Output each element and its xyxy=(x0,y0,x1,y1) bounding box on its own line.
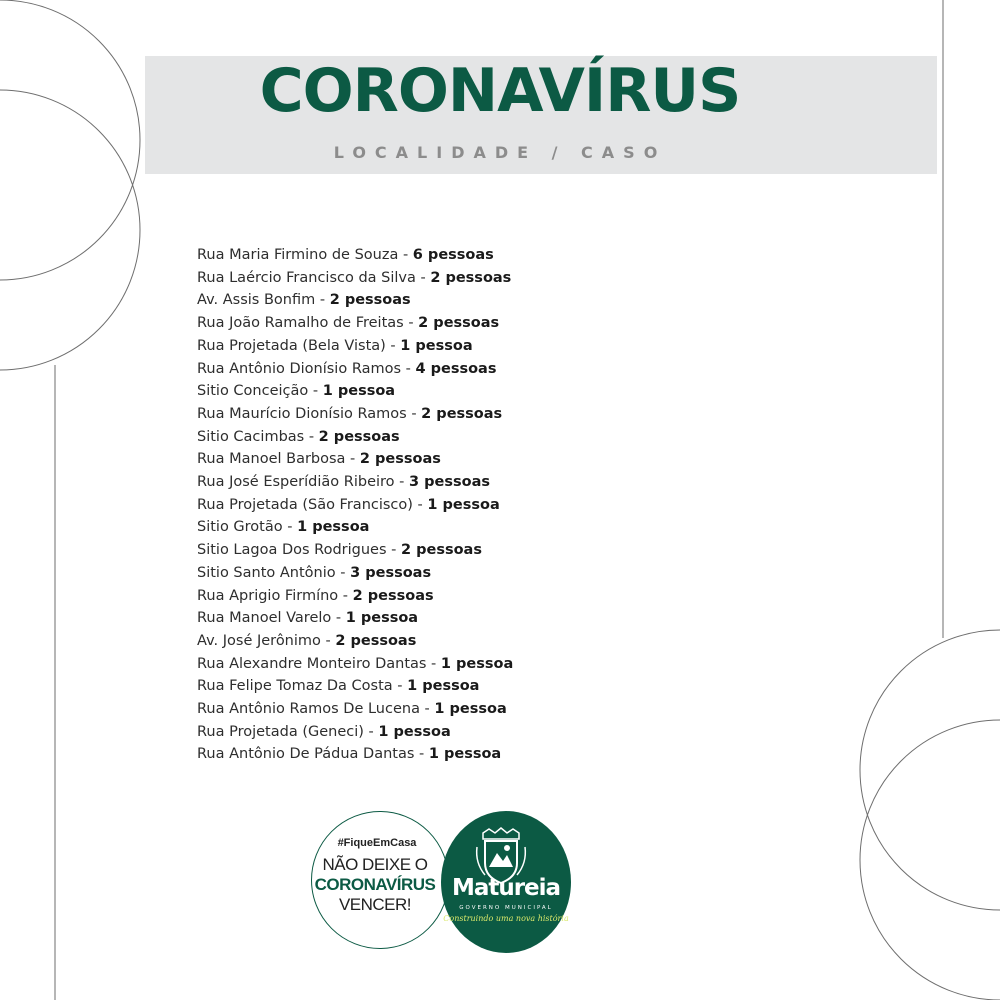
case-count: 2 pessoas xyxy=(335,632,417,649)
case-list-item xyxy=(197,675,513,698)
case-separator: - xyxy=(426,655,441,672)
case-place: Rua Aprigio Firmíno xyxy=(197,587,339,604)
case-list-item xyxy=(197,721,513,744)
case-place: Av. José Jerônimo xyxy=(197,632,321,649)
case-count: 2 pessoas xyxy=(359,451,441,468)
case-place: Rua Manoel Varelo xyxy=(197,610,332,627)
case-count: 4 pessoas xyxy=(415,360,497,377)
campaign-hashtag: #FiqueEmCasa xyxy=(337,837,417,849)
case-count: 6 pessoas xyxy=(412,247,494,263)
case-list-item xyxy=(197,562,513,585)
case-place: Rua Antônio Dionísio Ramos xyxy=(197,360,402,377)
case-place: Sitio Santo Antônio xyxy=(197,564,336,581)
case-list-item xyxy=(197,698,513,721)
circle-top-left-upper xyxy=(0,0,140,280)
case-place: Sitio Grotão xyxy=(197,519,283,536)
case-list-item xyxy=(197,312,513,335)
case-separator: - xyxy=(335,564,351,581)
case-place: Av. Assis Bonfim xyxy=(197,292,316,309)
case-place: Rua Alexandre Monteiro Dantas xyxy=(197,655,427,672)
case-list-item xyxy=(197,358,513,381)
case-separator: - xyxy=(392,678,408,695)
case-place: Rua Projetada (Geneci) xyxy=(197,723,364,740)
case-count: 2 pessoas xyxy=(421,405,503,422)
case-list-item xyxy=(197,289,513,312)
case-list-item xyxy=(197,516,513,539)
case-list-item xyxy=(197,267,513,290)
case-place: Rua Projetada (São Francisco) xyxy=(197,496,413,513)
case-separator: - xyxy=(398,247,413,263)
case-separator: - xyxy=(282,519,298,536)
case-list-item xyxy=(197,244,513,267)
case-count: 2 pessoas xyxy=(352,587,434,604)
case-count: 3 pessoas xyxy=(350,564,432,581)
case-count: 1 pessoa xyxy=(378,723,451,740)
case-place: Sitio Cacimbas xyxy=(197,428,305,445)
case-place: Rua Manoel Barbosa xyxy=(197,451,346,468)
case-count: 2 pessoas xyxy=(329,292,411,309)
campaign-line-2: CORONAVÍRUS xyxy=(314,875,436,894)
case-separator: - xyxy=(401,360,416,377)
case-place: Rua João Ramalho de Freitas xyxy=(197,315,404,332)
case-count: 1 pessoa xyxy=(345,610,419,627)
case-separator: - xyxy=(331,610,346,627)
case-separator: - xyxy=(345,451,360,468)
case-list-item xyxy=(197,471,513,494)
case-separator: - xyxy=(386,542,401,559)
case-count: 1 pessoa xyxy=(400,337,473,354)
case-separator: - xyxy=(403,315,419,332)
case-count: 1 pessoa xyxy=(297,519,370,536)
case-list-item xyxy=(197,335,513,358)
case-count: 1 pessoa xyxy=(407,678,480,695)
page-title: CORONAVÍRUS xyxy=(259,56,741,126)
case-count: 2 pessoas xyxy=(318,428,400,445)
case-place: Rua Laércio Francisco da Silva xyxy=(197,269,416,286)
municipality-slogan: Construindo uma nova história xyxy=(443,914,569,923)
case-count: 3 pessoas xyxy=(409,474,490,491)
municipality-subtitle: GOVERNO MUNICIPAL xyxy=(459,905,553,911)
case-separator: - xyxy=(406,405,422,422)
case-list-item xyxy=(197,585,513,608)
case-place: Rua José Esperídião Ribeiro xyxy=(197,474,395,491)
case-place: Rua Maurício Dionísio Ramos xyxy=(197,405,407,422)
case-separator: - xyxy=(385,337,401,354)
case-separator: - xyxy=(414,746,429,763)
case-place: Rua Antônio De Pádua Dantas xyxy=(197,746,415,763)
case-list-item xyxy=(197,743,513,766)
case-list-item xyxy=(197,494,513,517)
case-place: Rua Antônio Ramos De Lucena xyxy=(197,701,420,718)
case-count: 1 pessoa xyxy=(428,746,502,763)
case-count: 1 pessoa xyxy=(434,701,507,718)
municipality-name: Matureia xyxy=(451,875,561,901)
case-place: Sitio Conceição xyxy=(197,383,309,400)
case-separator: - xyxy=(315,292,330,309)
case-place: Rua Projetada (Bela Vista) xyxy=(197,337,386,354)
case-count: 1 pessoa xyxy=(322,383,396,400)
circle-bottom-right-upper xyxy=(860,630,1000,910)
case-separator: - xyxy=(415,269,431,286)
case-count: 2 pessoas xyxy=(430,269,512,286)
case-separator: - xyxy=(304,428,319,445)
circle-top-left-lower xyxy=(0,90,140,370)
municipality-logo-badge xyxy=(441,811,571,953)
case-separator: - xyxy=(320,632,336,649)
case-place: Rua Maria Firmino de Souza xyxy=(197,247,399,263)
case-list-item xyxy=(197,426,513,449)
case-list-item xyxy=(197,403,513,426)
case-separator: - xyxy=(394,474,409,491)
page-subtitle: LOCALIDADE / CASO xyxy=(333,143,667,162)
campaign-line-3: VENCER! xyxy=(338,895,412,914)
case-separator: - xyxy=(412,496,428,513)
case-place: Rua Felipe Tomaz Da Costa xyxy=(197,678,393,695)
case-place: Sitio Lagoa Dos Rodrigues xyxy=(197,542,387,559)
case-count: 1 pessoa xyxy=(440,655,514,672)
case-list-item xyxy=(197,653,513,676)
case-list-item xyxy=(197,380,513,403)
campaign-line-1: NÃO DEIXE O xyxy=(322,855,428,874)
case-list-item xyxy=(197,539,513,562)
case-separator: - xyxy=(308,383,323,400)
case-list-item xyxy=(197,607,513,630)
circle-bottom-right-lower xyxy=(860,720,1000,1000)
case-separator: - xyxy=(338,587,353,604)
case-count: 1 pessoa xyxy=(427,496,500,513)
case-separator: - xyxy=(363,723,379,740)
case-count: 2 pessoas xyxy=(418,315,500,332)
case-list-item xyxy=(197,630,513,653)
campaign-badge xyxy=(311,811,449,949)
case-list xyxy=(197,244,513,766)
case-count: 2 pessoas xyxy=(400,542,482,559)
case-separator: - xyxy=(419,701,435,718)
case-list-item xyxy=(197,448,513,471)
